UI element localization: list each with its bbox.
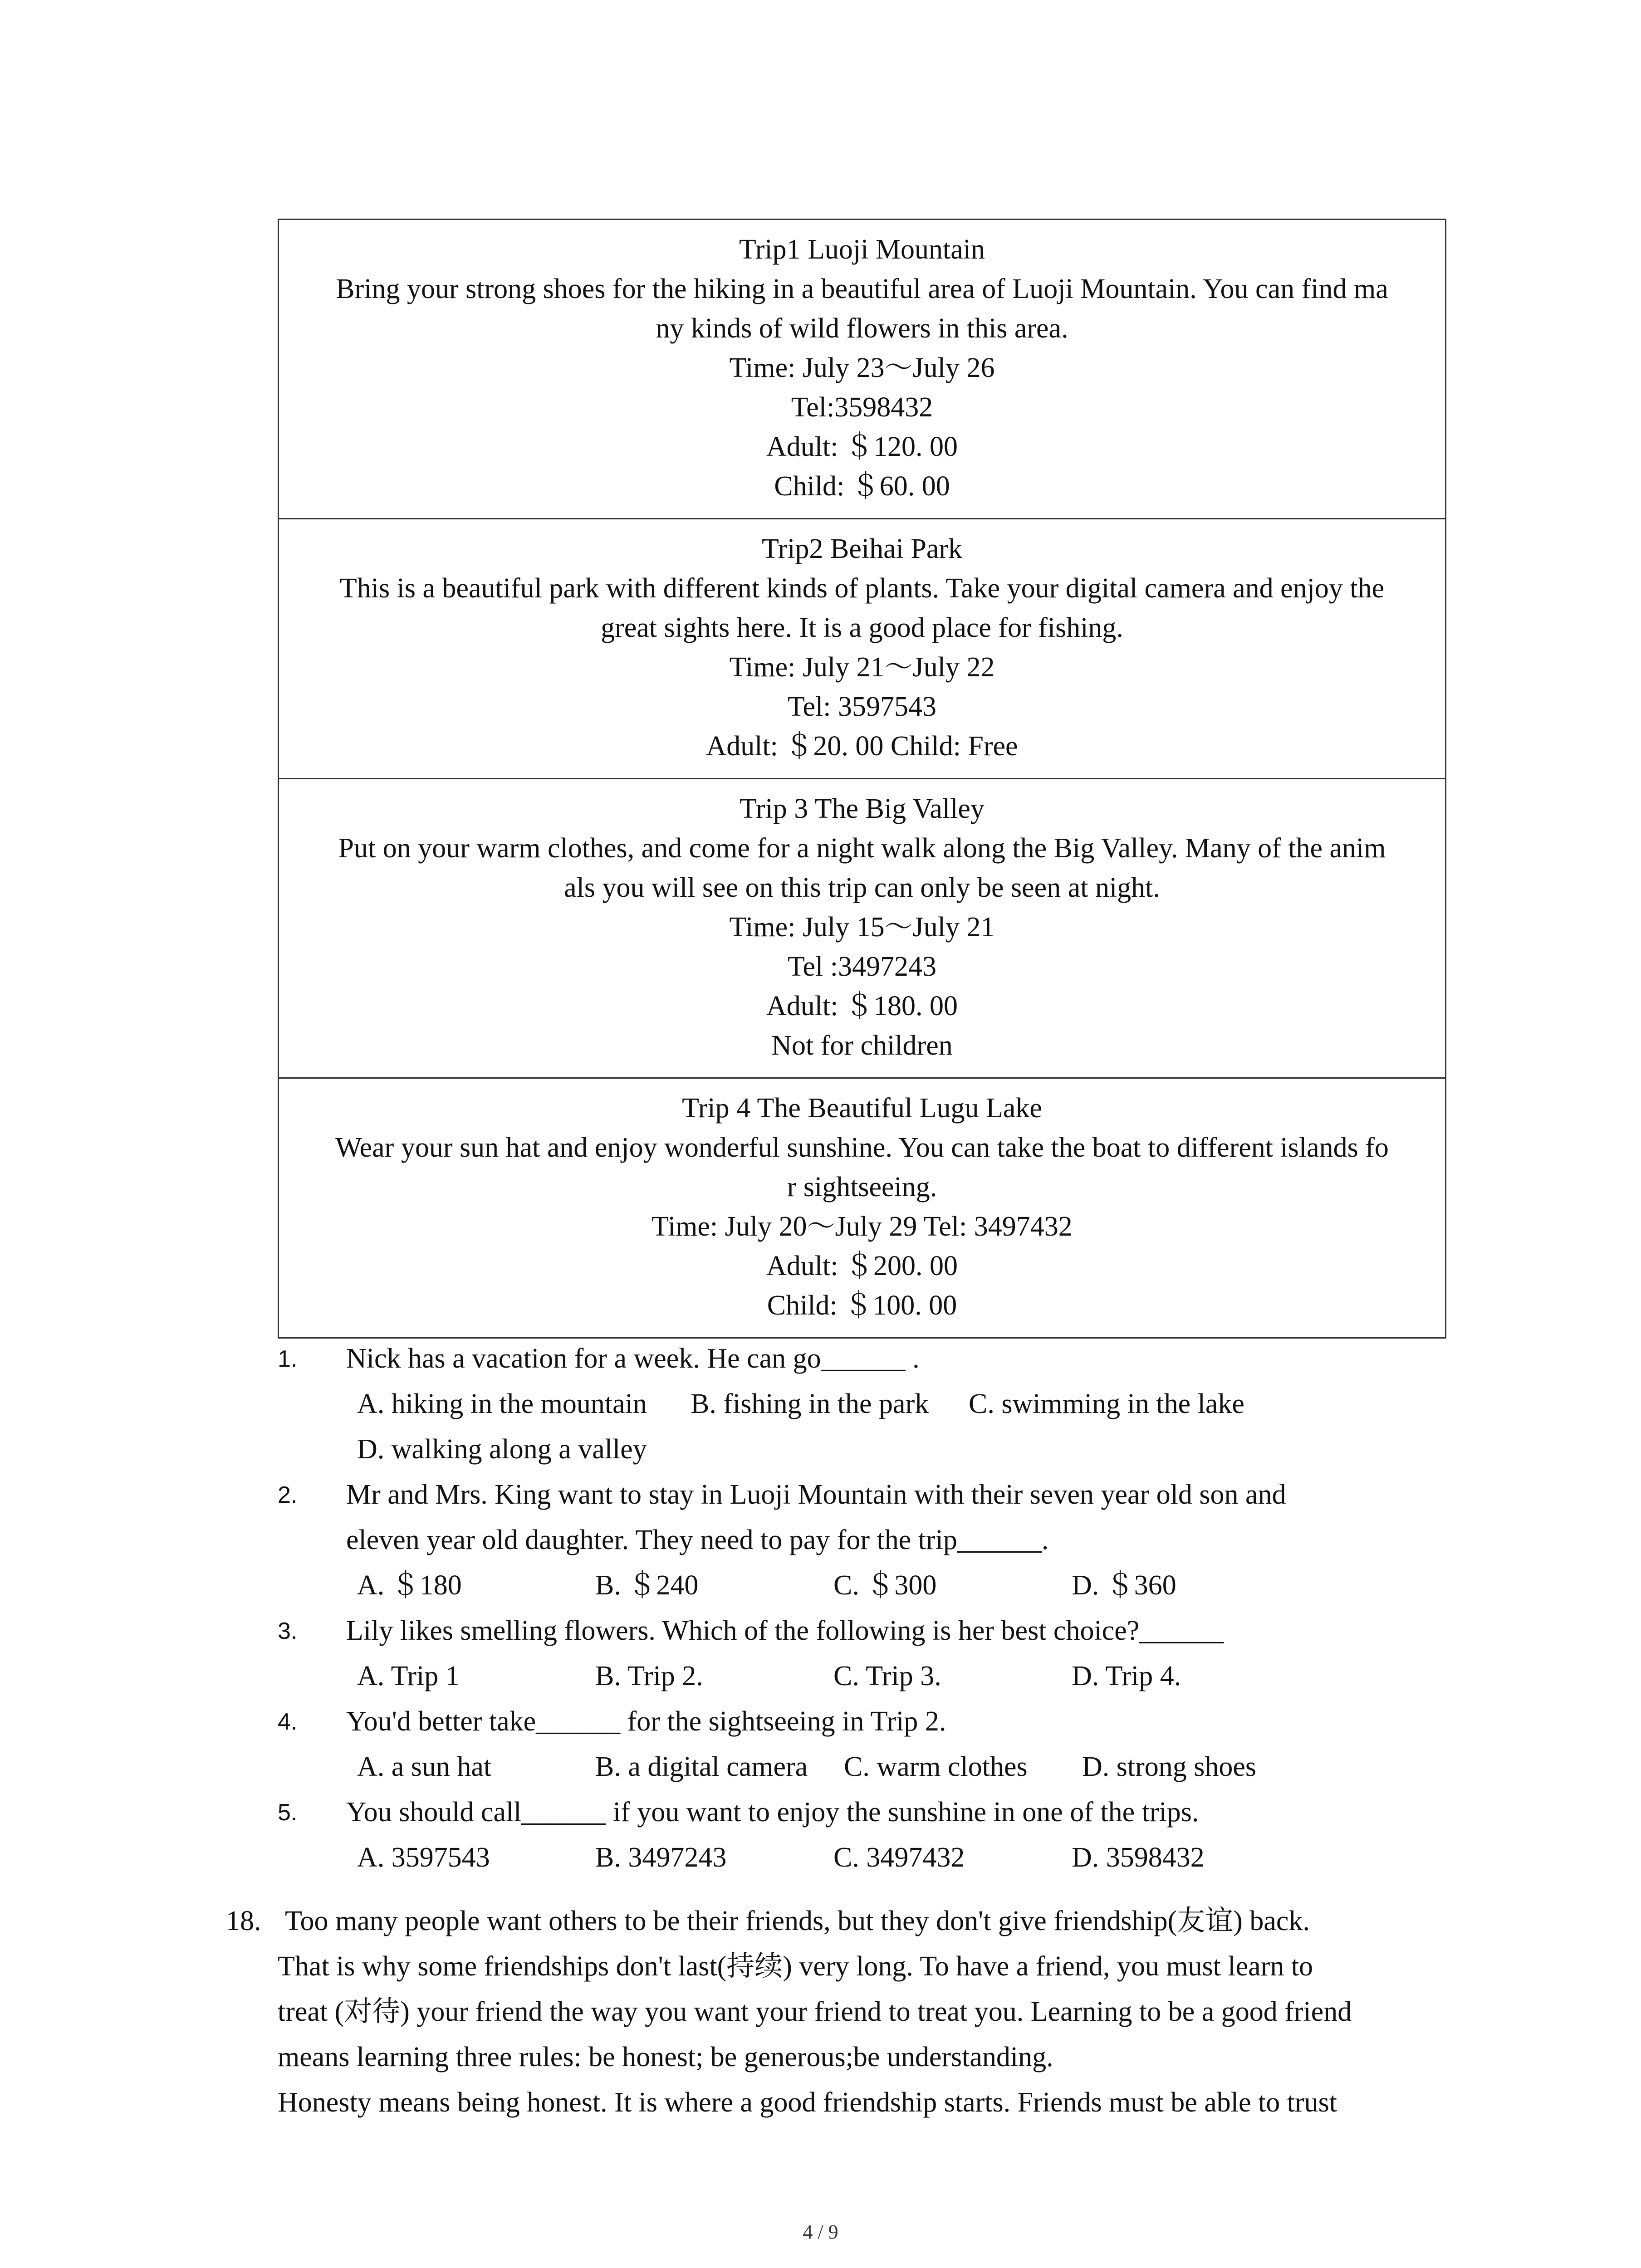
passage-line: treat (对待) your friend the way you want your friend to treat you. Learning to be a good friend xyxy=(278,1996,1352,2027)
trip-time: Time: July 23～July 26 xyxy=(729,352,995,383)
option-d: D. ＄360 xyxy=(1072,1570,1176,1601)
trip-tel: Tel:3598432 xyxy=(791,392,933,423)
option-d: D. walking along a valley xyxy=(357,1434,647,1465)
question-number: 5. xyxy=(278,1799,298,1826)
question-number: 2. xyxy=(278,1482,298,1508)
question-text: You should call______ if you want to enjoy the sunshine in one of the trips. xyxy=(346,1797,1199,1828)
page-number: 4 / 9 xyxy=(803,2221,838,2243)
trip-cell-2 xyxy=(279,519,1446,779)
trip-desc-line: great sights here. It is a good place for fishing. xyxy=(601,612,1123,643)
trip-tel: Tel: 3597543 xyxy=(787,691,936,722)
option-d: D. Trip 4. xyxy=(1072,1661,1181,1691)
trip-adult-price: Adult: ＄200. 00 xyxy=(766,1251,958,1281)
option-a: A. a sun hat xyxy=(357,1751,492,1782)
option-a: A. Trip 1 xyxy=(357,1661,460,1691)
option-b: B. fishing in the park xyxy=(691,1388,929,1419)
passage-line: means learning three rules: be honest; be generous;be understanding. xyxy=(278,2042,1053,2072)
trip-row xyxy=(279,1078,1446,1338)
trip-row xyxy=(279,779,1446,1078)
trip-desc-line: r sightseeing. xyxy=(787,1172,937,1202)
option-b: B. ＄240 xyxy=(595,1570,699,1601)
passage-line: That is why some friendships don't last(持续) very long. To have a friend, you must learn to xyxy=(278,1951,1313,1982)
question-text: Nick has a vacation for a week. He can go______ . xyxy=(346,1343,920,1374)
passage-line: Too many people want others to be their friends, but they don't give friendship(友谊) back. xyxy=(285,1906,1310,1936)
question-number: 4. xyxy=(278,1709,298,1735)
passage-line: Honesty means being honest. It is where a good friendship starts. Friends must be able to trust xyxy=(278,2087,1337,2118)
trip-cell-1 xyxy=(279,220,1446,519)
trip-title: Trip 4 The Beautiful Lugu Lake xyxy=(682,1093,1042,1124)
trip-child-price: Child: ＄60. 00 xyxy=(774,471,950,502)
trip-desc-line: This is a beautiful park with different kinds of plants. Take your digital camera and enjoy the xyxy=(339,573,1385,604)
option-c: C. swimming in the lake xyxy=(969,1388,1244,1419)
trip-adult-price: Adult: ＄180. 00 xyxy=(766,991,958,1022)
trip-cell-3 xyxy=(279,779,1446,1078)
option-c: C. 3497432 xyxy=(833,1842,965,1873)
question-number: 3. xyxy=(278,1618,298,1644)
trip-desc-line: Bring your strong shoes for the hiking in a beautiful area of Luoji Mountain. You can find ma xyxy=(336,274,1388,304)
passage-number: 18. xyxy=(226,1906,261,1936)
trip-table xyxy=(278,219,1446,1339)
trip-desc-line: Wear your sun hat and enjoy wonderful sunshine. You can take the boat to different islands fo xyxy=(335,1132,1389,1163)
trip-title: Trip1 Luoji Mountain xyxy=(739,234,985,265)
question-text: Mr and Mrs. King want to stay in Luoji Mountain with their seven year old son and xyxy=(346,1479,1286,1510)
trip-desc-line: als you will see on this trip can only be seen at night. xyxy=(564,872,1160,903)
trip-cell-4 xyxy=(279,1078,1446,1338)
trip-row xyxy=(279,519,1446,779)
trip-adult-price: Adult: ＄120. 00 xyxy=(766,431,958,462)
trip-time: Time: July 15～July 21 xyxy=(729,912,995,943)
option-d: D. 3598432 xyxy=(1072,1842,1205,1873)
question-number: 1. xyxy=(278,1346,298,1372)
option-b: B. Trip 2. xyxy=(595,1661,703,1691)
option-b: B. a digital camera xyxy=(595,1751,808,1782)
option-a: A. 3597543 xyxy=(357,1842,490,1873)
option-a: A. ＄180 xyxy=(357,1570,462,1601)
trip-title: Trip 3 The Big Valley xyxy=(740,793,985,824)
trip-price: Adult: ＄20. 00 Child: Free xyxy=(706,731,1018,762)
option-d: D. strong shoes xyxy=(1082,1751,1257,1782)
trip-time: Time: July 21～July 22 xyxy=(729,652,995,683)
question-text: You'd better take______ for the sightseeing in Trip 2. xyxy=(346,1706,946,1737)
option-c: C. Trip 3. xyxy=(833,1661,941,1691)
trip-title: Trip2 Beihai Park xyxy=(761,533,963,564)
trip-child-price: Child: ＄100. 00 xyxy=(767,1290,957,1321)
option-c: C. warm clothes xyxy=(844,1751,1028,1782)
trip-time-tel: Time: July 20～July 29 Tel: 3497432 xyxy=(652,1211,1073,1242)
trip-tel: Tel :3497243 xyxy=(787,951,936,982)
question-text: Lily likes smelling flowers. Which of the following is her best choice?______ xyxy=(346,1615,1224,1646)
trip-desc-line: ny kinds of wild flowers in this area. xyxy=(656,313,1068,344)
trip-desc-line: Put on your warm clothes, and come for a night walk along the Big Valley. Many of the anim xyxy=(338,833,1386,864)
option-a: A. hiking in the mountain xyxy=(357,1388,647,1419)
option-b: B. 3497243 xyxy=(595,1842,727,1873)
trip-row xyxy=(279,220,1446,519)
option-c: C. ＄300 xyxy=(833,1570,937,1601)
trip-note: Not for children xyxy=(771,1030,953,1061)
question-text: eleven year old daughter. They need to pay for the trip______. xyxy=(346,1525,1049,1555)
